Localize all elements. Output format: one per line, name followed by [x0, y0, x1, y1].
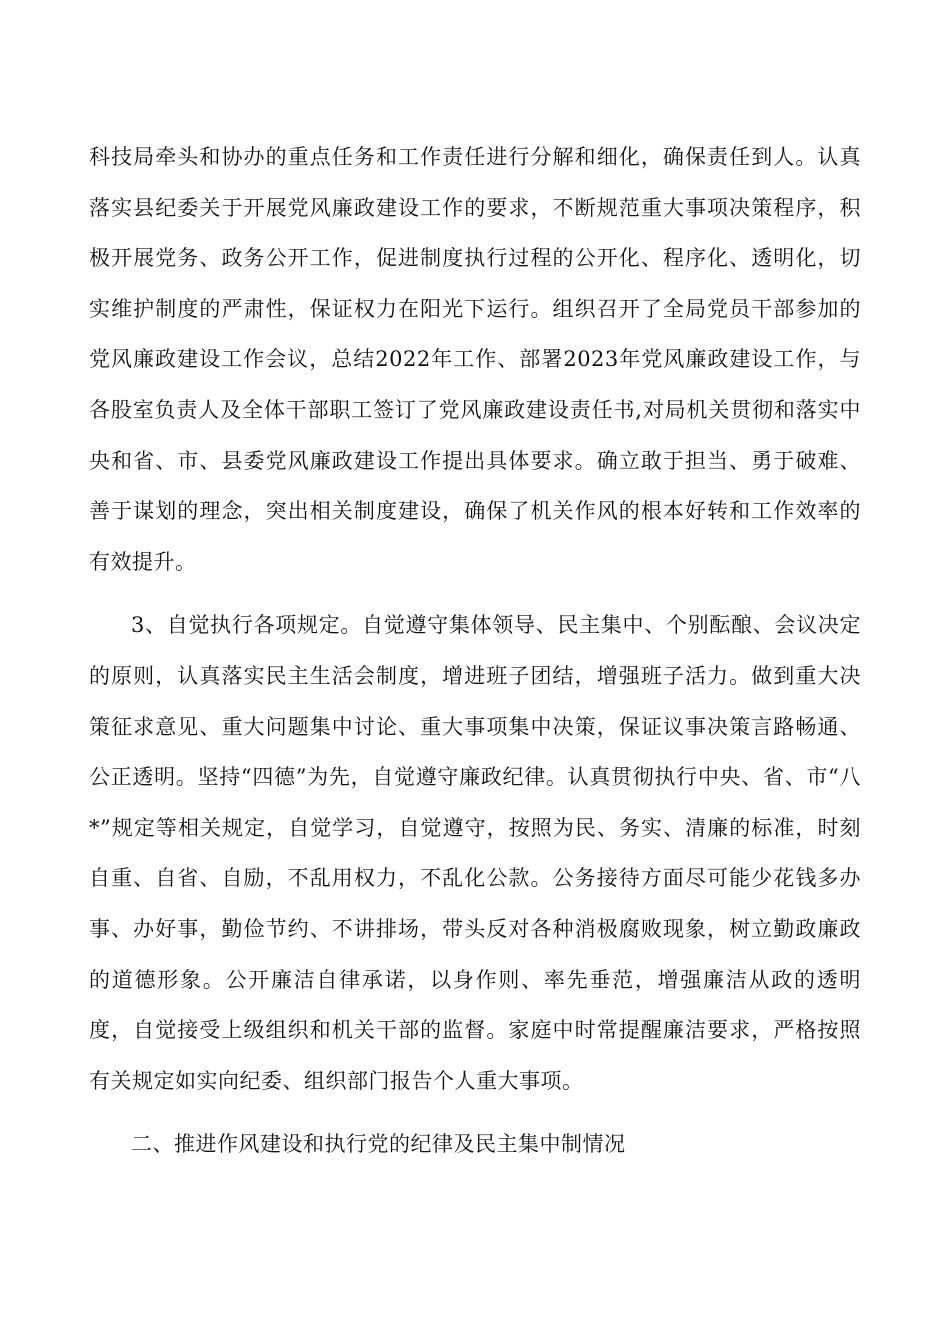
paragraph-continued: 科技局牵头和协办的重点任务和工作责任进行分解和细化，确保责任到人。认真落实县纪委关于开展党风廉政建设工作的要求，不断规范重大事项决策程序，积极开展党务、政务公开工作，促进制度执行过程的公开化、程序化、透明化，切实维护制度的严肃性，保证权力在阳光下运行。组织召开了全局党员干部参加的党风廉政建设工作会议，总结2022年工作、部署2023年党风廉政建设工作，与各股室负责人及全体干部职工签订了党风廉政建设责任书,对局机关贯彻和落实中央和省、市、县委党风廉政建设工作提出具体要求。确立敢于担当、勇于破难、善于谋划的理念，突出相关制度建设，确保了机关作风的根本好转和工作效率的有效提升。: [89, 145, 861, 574]
document-body: [89, 132, 861, 1170]
paragraph-gap: [89, 1106, 861, 1119]
paragraph-rule-3: 3、自觉执行各项规定。自觉遵守集体领导、民主集中、个别酝酿、会议决定的原则，认真落实民主生活会制度，增进班子团结，增强班子活力。做到重大决策征求意见、重大问题集中讨论、重大事项集中决策，保证议事决策言路畅通、公正透明。坚持“四德”为先，自觉遵守廉政纪律。认真贯彻执行中央、省、市“八*”规定等相关规定，自觉学习，自觉遵守，按照为民、务实、清廉的标准，时刻自重、自省、自励，不乱用权力，不乱化公款。公务接待方面尽可能少花钱多办事、办好事，勤俭节约、不讲排场，带头反对各种消极腐败现象，树立勤政廉政的道德形象。公开廉洁自律承诺，以身作则、率先垂范，增强廉洁从政的透明度，自觉接受上级组织和机关干部的监督。家庭中时常提醒廉洁要求，严格按照有关规定如实向纪委、组织部门报告个人重大事项。: [89, 613, 861, 1093]
paragraph-gap: [89, 587, 861, 600]
section-heading-2: 二、推进作风建设和执行党的纪律及民主集中制情况: [131, 1132, 626, 1157]
